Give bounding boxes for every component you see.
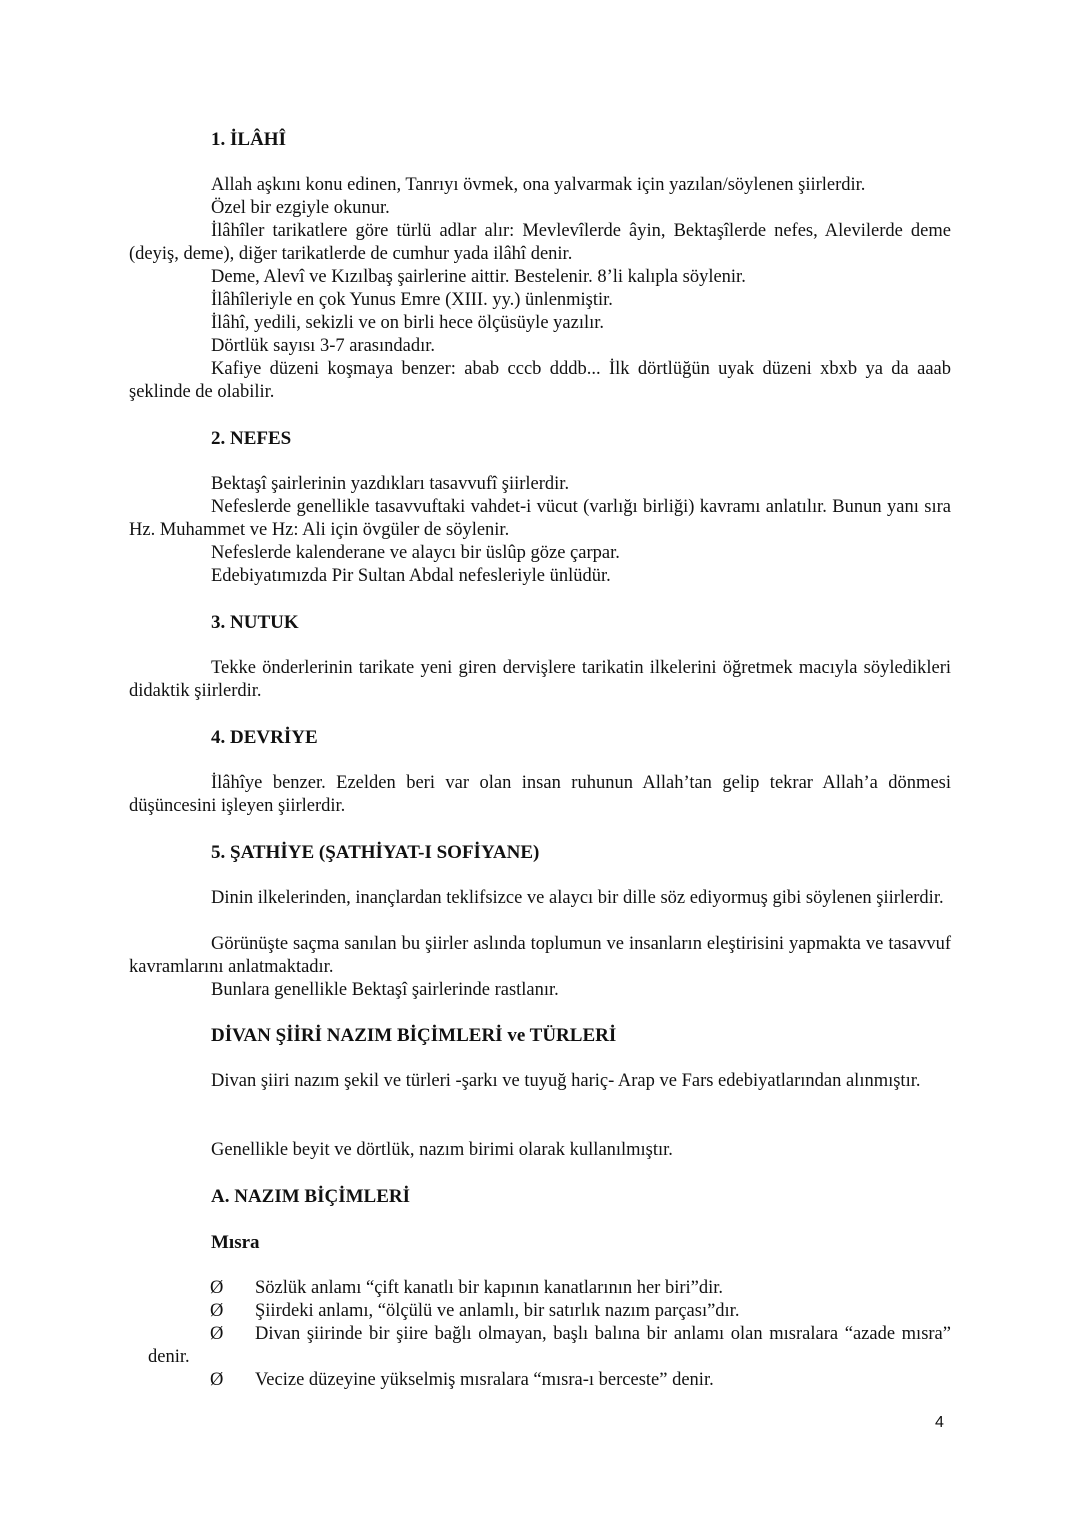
paragraph: İlâhîye benzer. Ezelden beri var olan insan ruhunun Allah’tan gelip tekrar Allah’a dönmesi düşüncesini işleyen şiirlerdir. <box>129 773 951 816</box>
paragraph: Dörtlük sayısı 3-7 arasındadır. <box>211 336 436 356</box>
paragraph: Görünüşte saçma sanılan bu şiirler aslında toplumun ve insanların eleştirisini yapmakta ve tasavvuf kavramlarını anlatmaktadır. <box>129 934 951 977</box>
paragraph: İlâhîleriyle en çok Yunus Emre (XIII. yy.) ünlenmiştir. <box>211 290 613 310</box>
paragraph: İlâhîler tarikatlere göre türlü adlar alır: Mevlevîlerde âyin, Bektaşîlerde nefes, Alevilerde deme (deyiş, deme), diğer tarikatlerde de cumhur yada ilâhî denir. <box>129 221 951 264</box>
paragraph: Deme, Alevî ve Kızılbaş şairlerine aittir. Bestelenir. 8’li kalıpla söylenir. <box>211 267 746 287</box>
bullet-marker: Ø <box>210 1301 224 1321</box>
paragraph: Divan şiiri nazım şekil ve türleri -şarkı ve tuyuğ hariç- Arap ve Fars edebiyatlarından alınmıştır. <box>211 1071 921 1091</box>
section-heading-ilahi: 1. İLÂHÎ <box>211 129 286 150</box>
paragraph: Bektaşî şairlerinin yazdıkları tasavvufî şiirlerdir. <box>211 474 570 494</box>
bullet-marker: Ø <box>210 1278 224 1298</box>
subheading-misra: Mısra <box>211 1232 260 1253</box>
section-heading-nazim-bicimleri: A. NAZIM BİÇİMLERİ <box>211 1186 410 1207</box>
paragraph: Bunlara genellikle Bektaşî şairlerinde rastlanır. <box>211 980 559 1000</box>
paragraph: Dinin ilkelerinden, inançlardan teklifsizce ve alaycı bir dille söz ediyormuş gibi söylenen şiirlerdir. <box>211 888 944 908</box>
section-heading-nefes: 2. NEFES <box>211 428 292 449</box>
page-number: 4 <box>935 1414 944 1431</box>
bullet-text: Şiirdeki anlamı, “ölçülü ve anlamlı, bir satırlık nazım parçası”dır. <box>255 1301 740 1321</box>
paragraph: Genellikle beyit ve dörtlük, nazım birimi olarak kullanılmıştır. <box>211 1140 673 1160</box>
section-heading-devriye: 4. DEVRİYE <box>211 727 318 748</box>
section-heading-divan-siiri: DİVAN ŞİİRİ NAZIM BİÇİMLERİ ve TÜRLERİ <box>211 1025 617 1046</box>
bullet-text: Sözlük anlamı “çift kanatlı bir kapının kanatlarının her biri”dir. <box>255 1278 724 1298</box>
bullet-marker: Ø <box>210 1324 224 1344</box>
paragraph: İlâhî, yedili, sekizli ve on birli hece ölçüsüyle yazılır. <box>211 313 605 333</box>
paragraph: Allah aşkını konu edinen, Tanrıyı övmek, ona yalvarmak için yazılan/söylenen şiirlerdir. <box>211 175 866 195</box>
bullet-item <box>148 1300 951 1323</box>
bullet-text: Divan şiirinde bir şiire bağlı olmayan, başlı balına bir anlamı olan mısralara “azade mısra” denir. <box>148 1324 951 1367</box>
bullet-item <box>148 1323 951 1369</box>
bullet-text: Vecize düzeyine yükselmiş mısralara “mısra-ı berceste” denir. <box>255 1370 714 1390</box>
paragraph: Edebiyatımızda Pir Sultan Abdal nefesleriyle ünlüdür. <box>211 566 611 586</box>
section-heading-nutuk: 3. NUTUK <box>211 612 299 633</box>
bullet-marker: Ø <box>210 1370 224 1390</box>
paragraph: Tekke önderlerinin tarikate yeni giren dervişlere tarikatin ilkelerini öğretmek macıyla söyledikleri didaktik şiirlerdir. <box>129 658 951 701</box>
bullet-item <box>148 1369 951 1392</box>
paragraph: Özel bir ezgiyle okunur. <box>211 198 390 218</box>
paragraph: Nefeslerde genellikle tasavvuftaki vahdet-i vücut (varlığı birliği) kavramı anlatılır. Bunun yanı sıra Hz. Muhammet ve Hz: Ali için övgüler de söylenir. <box>129 497 951 540</box>
section-heading-sathiye: 5. ŞATHİYE (ŞATHİYAT-I SOFİYANE) <box>211 842 540 863</box>
bullet-item <box>148 1277 951 1300</box>
paragraph: Kafiye düzeni koşmaya benzer: abab cccb dddb... İlk dörtlüğün uyak düzeni xbxb ya da aaab şeklinde de olabilir. <box>129 359 951 402</box>
paragraph: Nefeslerde kalenderane ve alaycı bir üslûp göze çarpar. <box>211 543 620 563</box>
